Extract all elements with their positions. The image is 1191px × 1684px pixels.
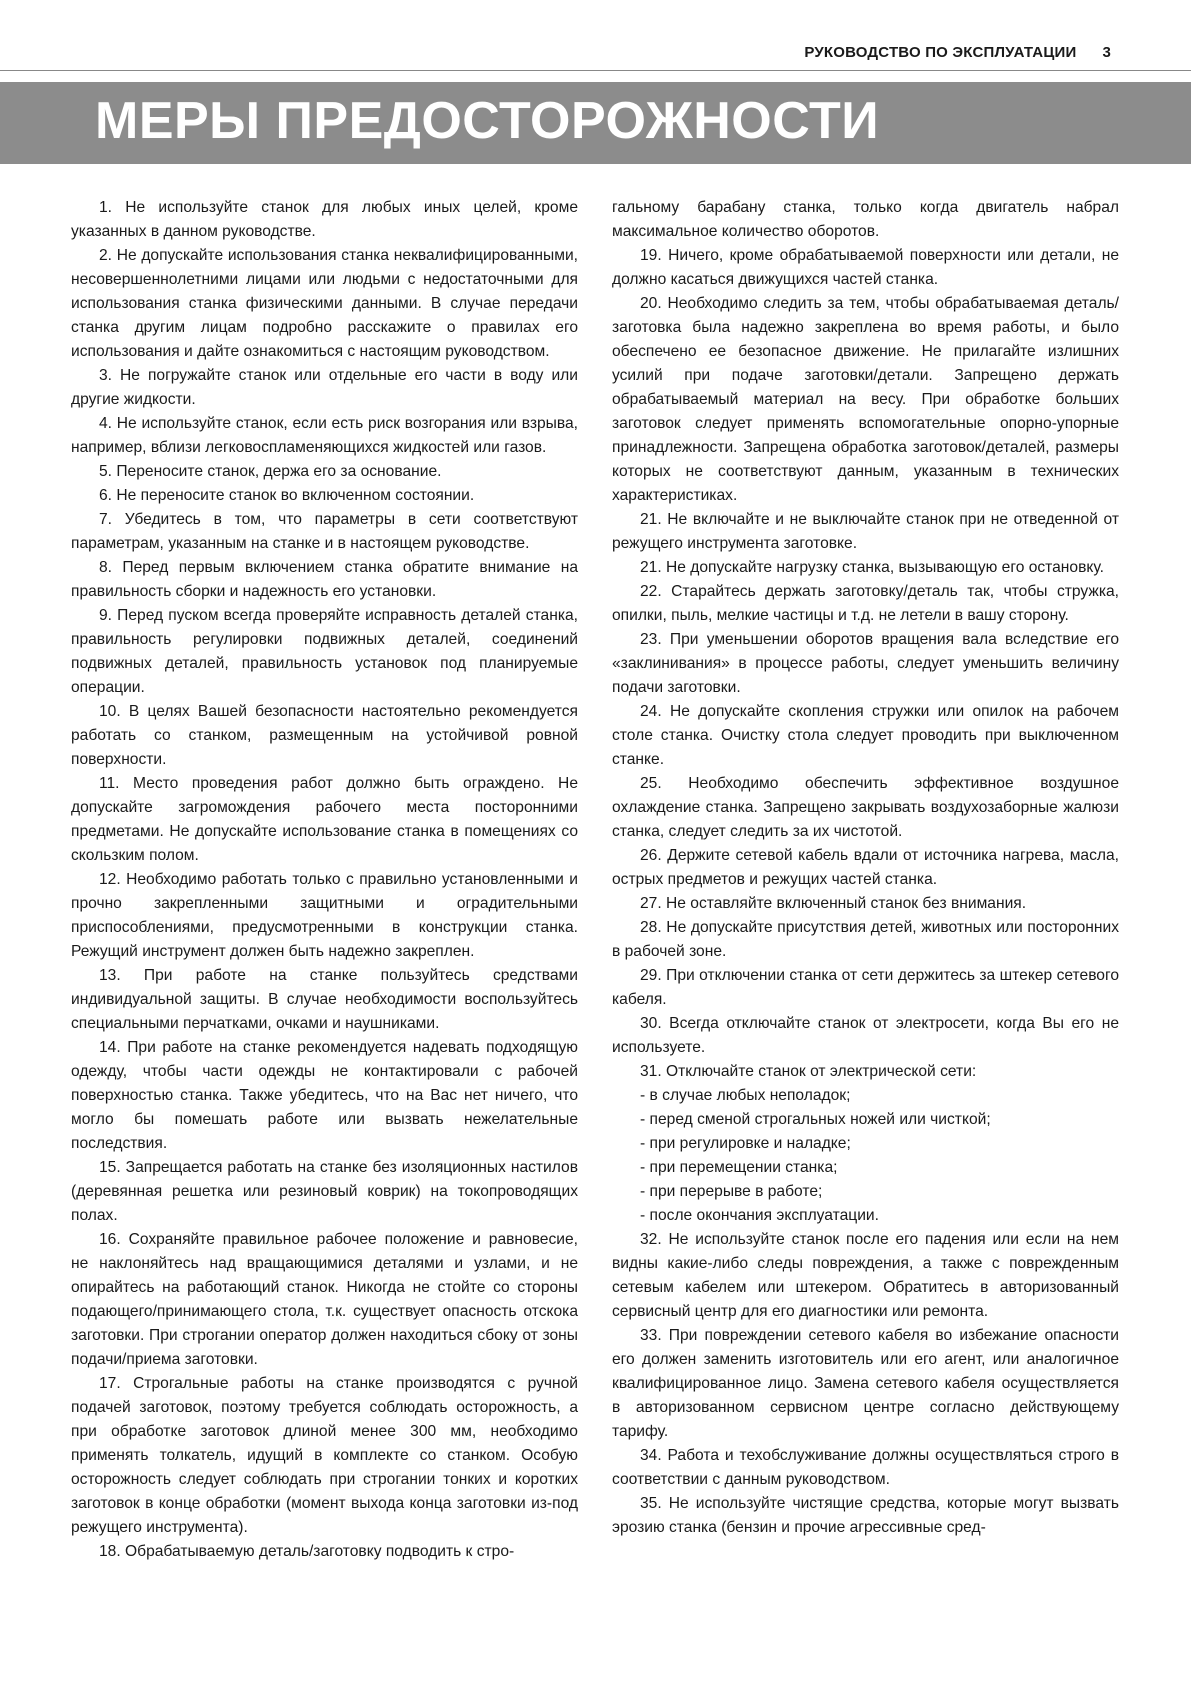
list-item: 29. При отключении станка от сети держитесь за штекер сетевого кабеля. <box>612 967 1119 1008</box>
list-item: 35. Не используйте чистящие средства, которые могут вызвать эрозию станка (бензин и прочие агрессивные сред- <box>612 1495 1119 1536</box>
list-item: 8. Перед первым включением станка обратите внимание на правильность сборки и надежность его установки. <box>71 559 578 600</box>
sub-list-item: - в случае любых неполадок; <box>640 1087 851 1104</box>
section-title: МЕРЫ ПРЕДОСТОРОЖНОСТИ <box>95 92 880 150</box>
header-rule <box>0 70 1191 71</box>
list-item: 3. Не погружайте станок или отдельные его части в воду или другие жидкости. <box>71 367 578 408</box>
list-item: 12. Необходимо работать только с правильно установленными и прочно закрепленными защитными и оградительными приспособлениями, предусмотренными в конструкции станка. Режущий инструмент должен быть надежно закреплен. <box>71 871 578 960</box>
sub-list-item: - перед сменой строгальных ножей или чисткой; <box>640 1111 991 1128</box>
list-item: 26. Держите сетевой кабель вдали от источника нагрева, масла, острых предметов и режущих частей станка. <box>612 847 1119 888</box>
list-item: 32. Не используйте станок после его падения или если на нем видны какие-либо следы повреждения, а также с поврежденным сетевым кабелем или штекером. Обратитесь в авторизованный сервисный центр для его диагностики или ремонта. <box>612 1231 1119 1320</box>
list-item: 15. Запрещается работать на станке без изоляционных настилов (деревянная решетка или резиновый коврик) на токопроводящих полах. <box>71 1159 578 1224</box>
list-item: 5. Переносите станок, держа его за основание. <box>99 463 442 480</box>
list-item: 21. Не допускайте нагрузку станка, вызывающую его остановку. <box>640 559 1104 576</box>
sub-list-item: - при регулировке и наладке; <box>640 1135 851 1152</box>
list-item: 18. Обрабатываемую деталь/заготовку подводить к стро- <box>99 1543 515 1560</box>
list-item: 10. В целях Вашей безопасности настоятельно рекомендуется работать со станком, размещенным на устойчивой ровной поверхности. <box>71 703 578 768</box>
left-column <box>71 196 578 1564</box>
list-item: 4. Не используйте станок, если есть риск возгорания или взрыва, например, вблизи легковоспламеняющихся жидкостей или газов. <box>71 415 578 456</box>
manual-title: РУКОВОДСТВО ПО ЭКСПЛУАТАЦИИ <box>804 44 1077 61</box>
list-item: 23. При уменьшении оборотов вращения вала вследствие его «заклинивания» в процессе работы, следует уменьшить величину подачи заготовки. <box>612 631 1119 696</box>
list-item: 34. Работа и техобслуживание должны осуществляться строго в соответствии с данным руководством. <box>612 1447 1119 1488</box>
list-item: 21. Не включайте и не выключайте станок при не отведенной от режущего инструмента заготовке. <box>612 511 1119 552</box>
list-item: 24. Не допускайте скопления стружки или опилок на рабочем столе станка. Очистку стола следует проводить при выключенном станке. <box>612 703 1119 768</box>
sub-list-item: - после окончания эксплуатации. <box>640 1207 879 1224</box>
list-item: 20. Необходимо следить за тем, чтобы обрабатываемая деталь/заготовка была надежно закреплена во время работы, и было обеспечено ее безопасное движение. Не прилагайте излишних усилий при подаче заготовки/детали. Запрещено держать обрабатываемый материал на весу. При обработке больших заготовок следует применять вспомогательные опорно-упорные принадлежности. Запрещена обработка заготовок/деталей, размеры которых не соответствуют данным, указанным в технических характеристиках. <box>612 295 1119 504</box>
list-item: 30. Всегда отключайте станок от электросети, когда Вы его не используете. <box>612 1015 1119 1056</box>
sub-list-item: - при перерыве в работе; <box>640 1183 823 1200</box>
list-item: 31. Отключайте станок от электрической сети: <box>640 1063 977 1080</box>
running-header <box>804 44 1111 61</box>
list-item: 25. Необходимо обеспечить эффективное воздушное охлаждение станка. Запрещено закрывать воздухозаборные жалюзи станка, следует следить за их чистотой. <box>612 775 1119 840</box>
list-item: 9. Перед пуском всегда проверяйте исправность деталей станка, правильность регулировки подвижных деталей, соединений подвижных деталей, правильность установок под планируемые операции. <box>71 607 578 696</box>
list-item: 33. При повреждении сетевого кабеля во избежание опасности его должен заменить изготовитель или его агент, или аналогичное квалифицированное лицо. Замена сетевого кабеля осуществляется в авторизованном сервисном центре согласно действующему тарифу. <box>612 1327 1119 1440</box>
list-item: 11. Место проведения работ должно быть ограждено. Не допускайте загромождения рабочего места посторонними предметами. Не допускайте использование станка в помещениях со скользким полом. <box>71 775 578 864</box>
list-item: 17. Строгальные работы на станке производятся с ручной подачей заготовок, поэтому требуется соблюдать осторожность, а при обработке заготовок длиной менее 300 мм, необходимо применять толкатель, идущий в комплекте со станком. Особую осторожность следует соблюдать при строгании тонких и коротких заготовок в конце обработки (момент выхода конца заготовки из-под режущего инструмента). <box>71 1375 578 1536</box>
list-item: 7. Убедитесь в том, что параметры в сети соответствуют параметрам, указанным на станке и в настоящем руководстве. <box>71 511 578 552</box>
list-item: 28. Не допускайте присутствия детей, животных или посторонних в рабочей зоне. <box>612 919 1119 960</box>
sub-list-item: - при перемещении станка; <box>640 1159 838 1176</box>
list-item-continuation: гальному барабану станка, только когда двигатель набрал максимальное количество оборотов. <box>612 199 1119 240</box>
section-title-band <box>0 82 1191 164</box>
list-item: 19. Ничего, кроме обрабатываемой поверхности или детали, не должно касаться движущихся частей станка. <box>612 247 1119 288</box>
list-item: 22. Старайтесь держать заготовку/деталь так, чтобы стружка, опилки, пыль, мелкие частицы и т.д. не летели в вашу сторону. <box>612 583 1119 624</box>
list-item: 2. Не допускайте использования станка неквалифицированными, несовершеннолетними лицами или людьми с недостаточными для использования станка физическими данными. В случае передачи станка другим лицам подробно расскажите о правилах его использования и дайте ознакомиться с настоящим руководством. <box>71 247 578 360</box>
list-item: 13. При работе на станке пользуйтесь средствами индивидуальной защиты. В случае необходимости воспользуйтесь специальными перчатками, очками и наушниками. <box>71 967 578 1032</box>
list-item: 6. Не переносите станок во включенном состоянии. <box>99 487 475 504</box>
page-number: 3 <box>1102 44 1111 61</box>
right-column <box>612 196 1119 1540</box>
list-item: 27. Не оставляйте включенный станок без внимания. <box>640 895 1027 912</box>
list-item: 1. Не используйте станок для любых иных целей, кроме указанных в данном руководстве. <box>71 199 578 240</box>
list-item: 16. Сохраняйте правильное рабочее положение и равновесие, не наклоняйтесь над вращающимися деталями и узлами, и не опирайтесь на работающий станок. Никогда не стойте со стороны подающего/принимающего стола, т.к. существует опасность отскока заготовки. При строгании оператор должен находиться сбоку от зоны подачи/приема заготовки. <box>71 1231 578 1368</box>
list-item: 14. При работе на станке рекомендуется надевать подходящую одежду, чтобы части одежды не контактировали с рабочей поверхностью станка. Также убедитесь, что на Вас нет ничего, что могло бы помешать работе или вызвать нежелательные последствия. <box>71 1039 578 1152</box>
